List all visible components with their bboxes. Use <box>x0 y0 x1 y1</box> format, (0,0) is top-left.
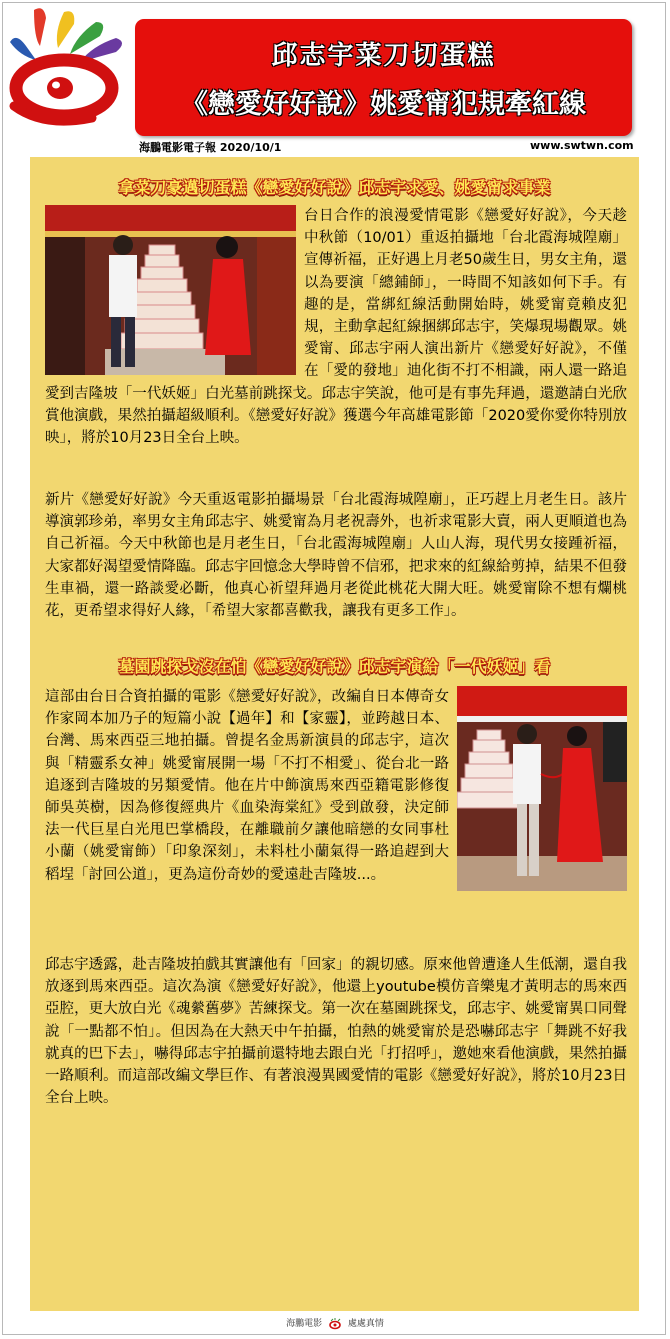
publisher-date: 海鵬電影電子報 2020/10/1 <box>139 141 282 154</box>
footer-logo-icon <box>328 1318 342 1330</box>
photo-cake-cutting-image <box>45 205 296 375</box>
logo-icon <box>4 2 136 130</box>
footer-slogan: 處處真情 <box>347 1319 384 1329</box>
website-link[interactable]: www.swtwn.com <box>530 139 634 152</box>
section-1-paragraph-1 <box>45 205 627 449</box>
title-banner <box>135 19 632 136</box>
photo-red-thread-image <box>457 686 627 891</box>
section-2-paragraph-1 <box>45 686 627 895</box>
section-1-heading: 拿菜刀豪邁切蛋糕《戀愛好好說》邱志宇求愛、姚愛甯求事業 <box>118 178 551 197</box>
title-line-2: 《戀愛好好說》姚愛甯犯規牽紅線 <box>181 88 586 120</box>
section-2-paragraph-2: 邱志宇透露，赴吉隆坡拍戲其實讓他有「回家」的親切感。原來他曾遭逢人生低潮，還自我放逐到馬來西亞。這次為演《戀愛好好說》，他還上youtube模仿音樂鬼才黃明志的馬來西亞腔，更大放白光《魂縈舊夢》苦練探戈。第一次在墓園跳探戈，邱志宇、姚愛甯異口同聲說「一點都不怕」。但因為在大熱天中午拍攝，怕熱的姚愛甯於是恐嚇邱志宇「舞跳不好我就真的巴下去」，嚇得邱志宇拍攝前還特地去跟白光「打招呼」，邀她來看他演戲，果然拍攝一路順利。而這部改編文學巨作、有著浪漫異國愛情的電影《戀愛好好說》，將於10月23日全台上映。 <box>45 957 627 1107</box>
photo-red-thread <box>457 686 627 891</box>
footer-publisher: 海鵬電影 <box>286 1319 323 1329</box>
photo-cake-cutting <box>45 205 296 375</box>
section-1-paragraph-2: 新片《戀愛好好說》今天重返電影拍攝場景「台北霞海城隍廟」，正巧趕上月老生日。該片導演郭珍弟，率男女主角邱志宇、姚愛甯為月老祝壽外，也祈求電影大賣，兩人更順道也為自己祈福。今天中秋節也是月老生日，「台北霞海城隍廟」人山人海，現代男女接踵祈福，大家都好渴望愛情降臨。邱志宇回憶念大學時曾不信邪，把求來的紅線給剪掉，結果不但發生車禍，還一路談愛必斷，他真心祈望拜過月老從此桃花大開大旺。姚愛甯除不想有爛桃花，更希望求得好人緣，「希望大家都喜歡我，讓我有更多工作」。 <box>45 492 627 620</box>
footer <box>0 1316 670 1330</box>
section-2-heading: 墓園跳探戈沒在怕《戀愛好好說》邱志宇演給「一代妖姬」看 <box>118 657 551 676</box>
title-line-1: 邱志宇菜刀切蛋糕 <box>271 40 496 71</box>
section-1-paragraph-1-text: 台日合作的浪漫愛情電影《戀愛好好說》，今天趁中秋節（10/01）重返拍攝地「台北霞海城隍廟」宣傳祈福，正好遇上月老50歲生日，男女主角，還以為要演「總鋪師」，一時間不知該如何下手。有趣的是，當綁紅線活動開始時，姚愛甯竟賴皮犯規，主動拿起紅線捆綁邱志宇，笑爆現場觀眾。姚愛甯、邱志宇兩人演出新片《戀愛好好說》，不僅在「愛的發地」迪化街不打不相識，兩人還一路追愛到吉隆坡「一代妖姬」白光墓前跳探戈。邱志宇笑說，他可是有事先拜過，還邀請白光欣賞他演戲，果然拍攝超級順利。《戀愛好好說》獲選今年高雄電影節「2020愛你愛你特別放映」，將於10月23日全台上映。 <box>45 208 627 447</box>
section-2-paragraph-1-text: 這部由台日合資拍攝的電影《戀愛好好說》，改編自日本傳奇女作家岡本加乃子的短篇小說【過年】和【家靈】，並跨越日本、台灣、馬來西亞三地拍攝。曾提名金馬新演員的邱志宇，這次與「精靈系女神」姚愛甯展開一場「不打不相愛」、從台北一路追逐到吉隆坡的另類愛情。他在片中飾演馬來西亞籍電影修復師吳英樹，因為修復經典片《血染海棠紅》受到啟發，決定師法一代巨星白光甩巴掌橋段，在離職前夕讓他暗戀的女同事杜小蘭（姚愛甯飾）「印象深刻」，未料杜小蘭氣得一路追趕到大稻埕「討回公道」，更為這份奇妙的愛遠赴吉隆坡...。 <box>45 689 449 883</box>
